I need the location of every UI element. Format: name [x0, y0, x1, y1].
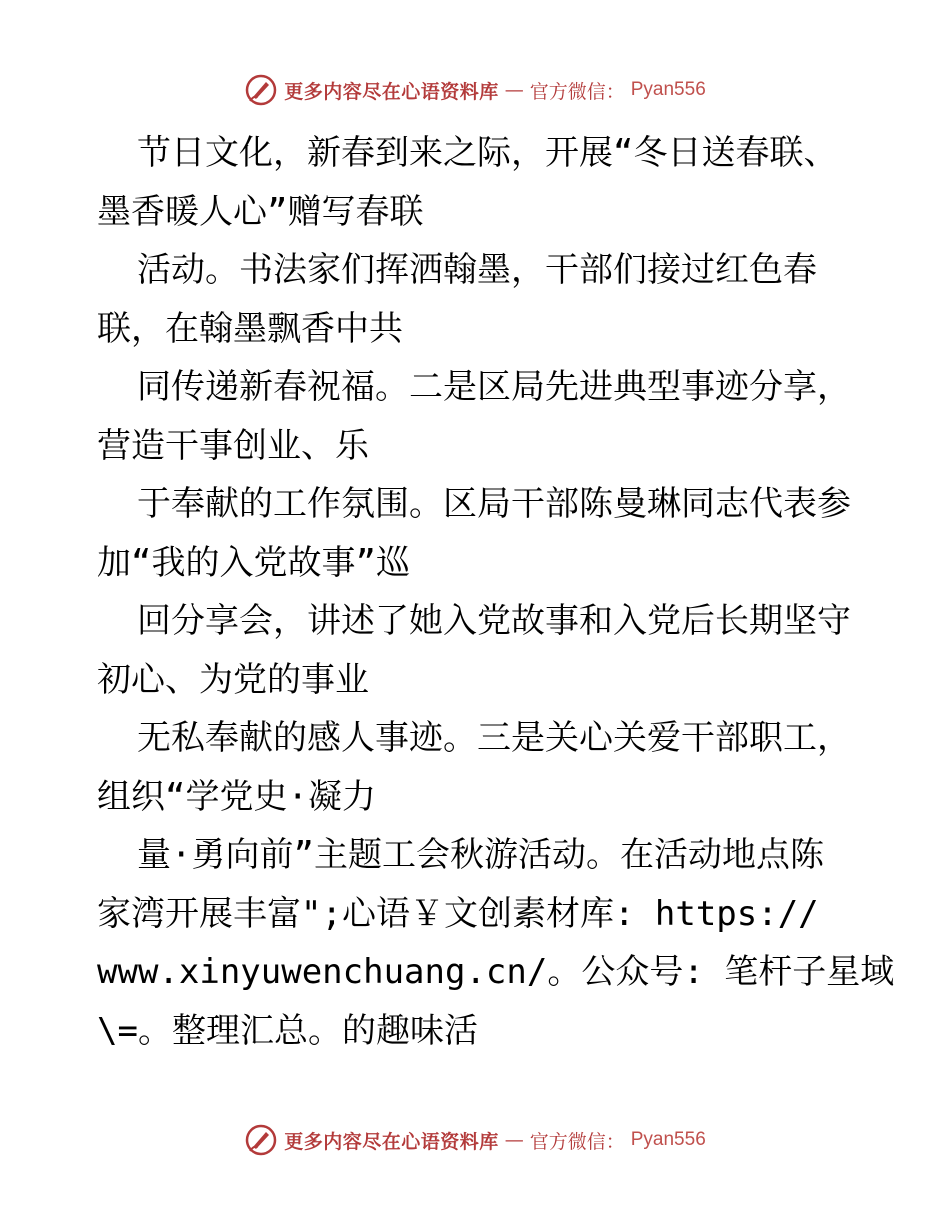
banner-wechat-label: 官方微信：: [529, 1130, 625, 1153]
body-line: 营造干事创业、乐: [97, 425, 369, 466]
banner-separator: —: [504, 1129, 524, 1151]
body-line: 联，在翰墨飘香中共: [97, 308, 403, 349]
banner-separator: —: [504, 79, 524, 101]
body-line: 活动。书法家们挥洒翰墨，干部们接过红色春: [137, 250, 817, 290]
banner-title: 更多内容尽在心语资料库: [284, 1130, 499, 1153]
header-banner: [0, 72, 950, 108]
banner-wechat-id: Pyan556: [630, 1129, 706, 1150]
banner-title: 更多内容尽在心语资料库: [284, 80, 499, 103]
body-line: 回分享会，讲述了她入党故事和入党后长期坚守: [137, 601, 851, 641]
body-line: 家湾开展丰富";心语￥文创素材库: https://: [97, 893, 819, 934]
body-line: 初心、为党的事业: [97, 659, 369, 700]
body-line: 无私奉献的感人事迹。三是关心关爱干部职工，: [137, 718, 851, 758]
banner-wechat-label: 官方微信：: [529, 80, 625, 103]
quill-logo-icon: [244, 73, 278, 107]
document-body: [97, 124, 895, 1060]
quill-logo-icon: [244, 1123, 278, 1157]
body-line: 同传递新春祝福。二是区局先进典型事迹分享，: [137, 367, 851, 407]
body-line: 量·勇向前”主题工会秋游活动。在活动地点陈: [137, 835, 824, 875]
body-line: 组织“学党史·凝力: [97, 776, 376, 817]
body-line: 节日文化，新春到来之际，开展“冬日送春联、: [137, 133, 838, 173]
body-line: 于奉献的工作氛围。区局干部陈曼琳同志代表参: [137, 484, 851, 524]
body-line: www.xinyuwenchuang.cn/。公众号: 笔杆子星域: [97, 952, 895, 992]
body-line: 墨香暖人心”赠写春联: [97, 191, 424, 232]
footer-banner: [0, 1122, 950, 1158]
body-line: \=。整理汇总。的趣味活: [97, 1010, 478, 1051]
body-line: 加“我的入党故事”巡: [97, 542, 410, 583]
banner-wechat-id: Pyan556: [630, 79, 706, 100]
